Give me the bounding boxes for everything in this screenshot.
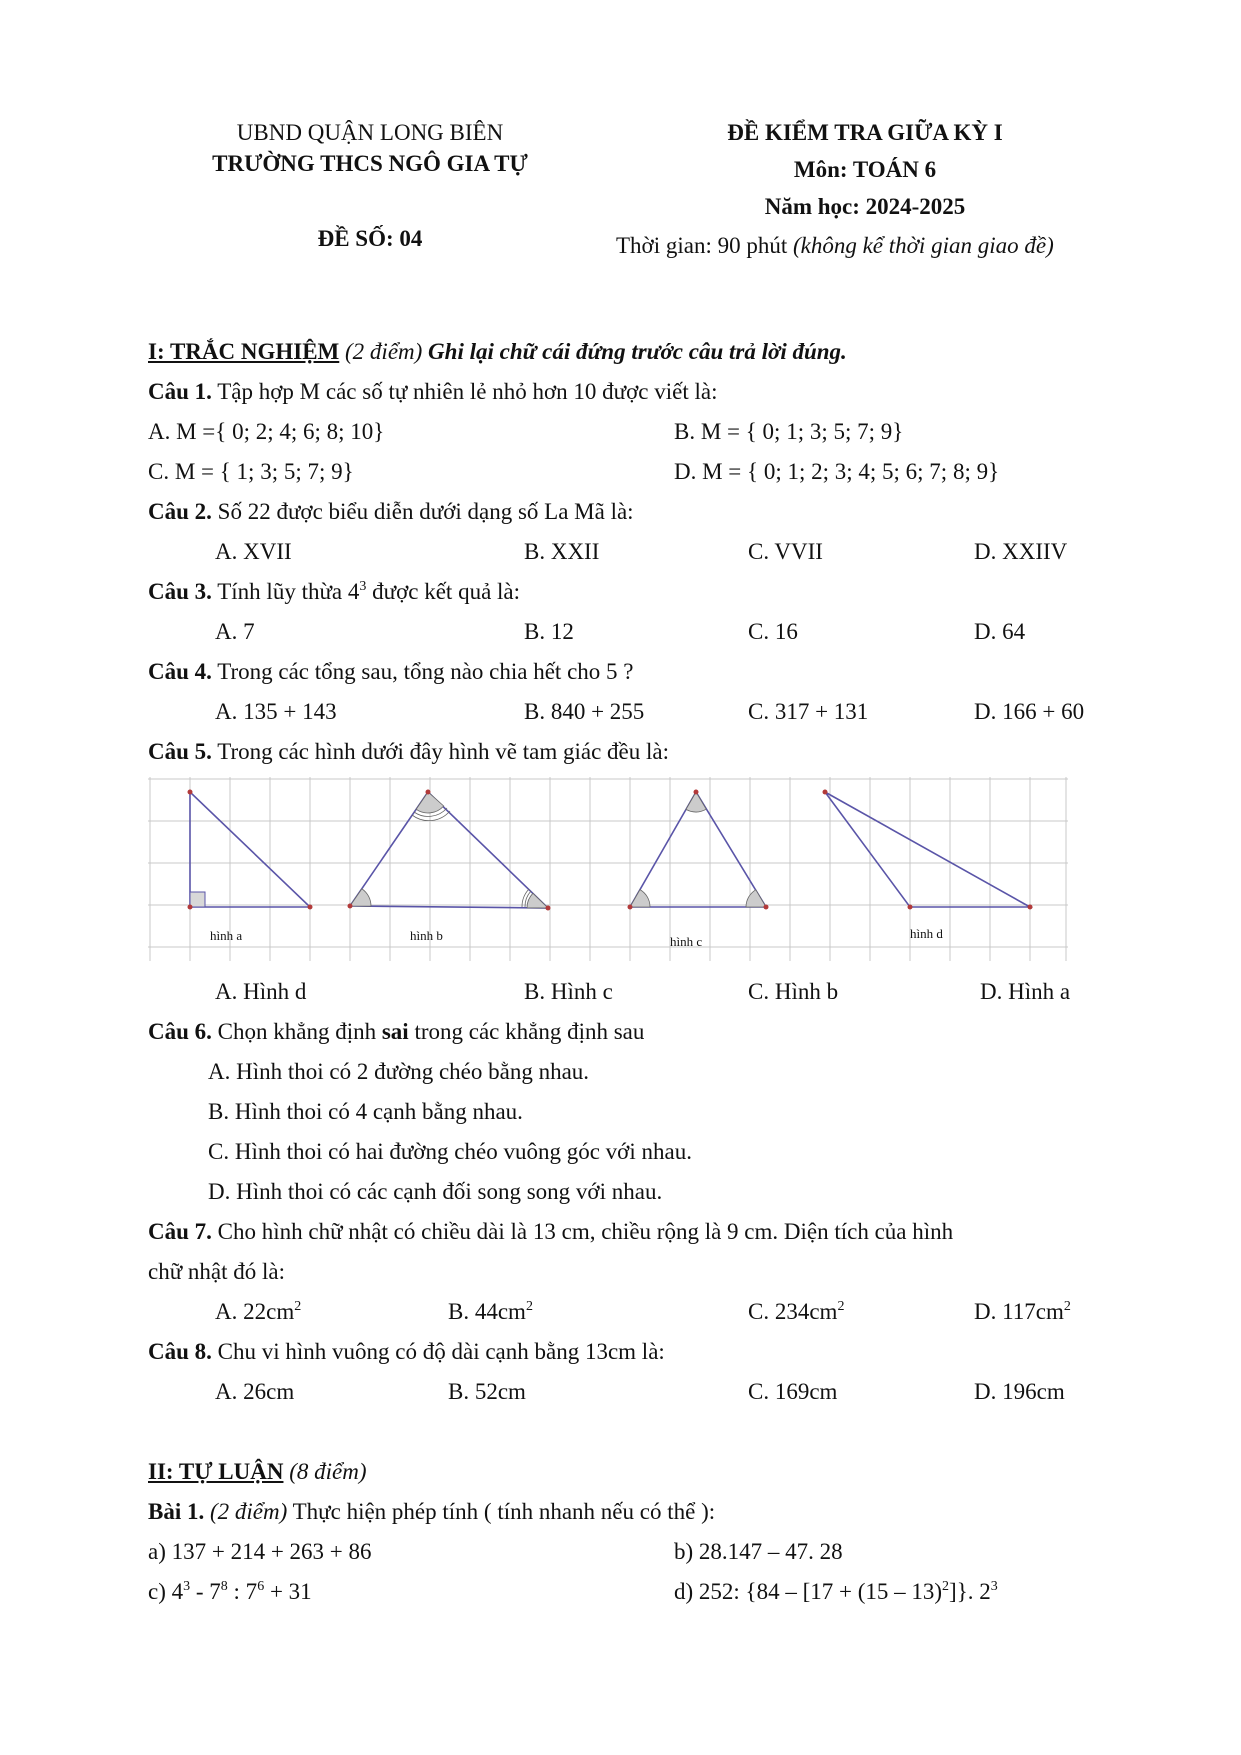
part1-points: (2 điểm) [339,339,429,364]
triangle-c-angles [630,792,766,907]
bai1-c-part2: - 7 [190,1579,221,1604]
q7-label: Câu 7. [148,1219,212,1244]
q4-text: Trong các tổng sau, tổng nào chia hết cho 5 ? [211,659,634,684]
part2-heading-line [148,1458,367,1486]
q3-option-d: D. 64 [974,619,1026,644]
q6-text-before: Chọn khẳng định [211,1019,382,1044]
q6-bold-word: sai [381,1019,409,1044]
q1-label: Câu 1. [148,379,212,404]
q6-stem [148,1018,644,1046]
q7-option-a [215,1298,301,1326]
q3-stem [148,578,520,606]
q1-option-a: A. M ={ 0; 2; 4; 6; 8; 10} [148,419,385,444]
q2-label: Câu 2. [148,499,212,524]
q7-stem [148,1218,953,1246]
exam-time [616,232,1054,260]
q6-option-a: A. Hình thoi có 2 đường chéo bằng nhau. [208,1059,590,1084]
bai1-c-exp2: 8 [220,1579,228,1594]
q7-option-b [448,1298,533,1326]
bai1-d-exp2: 3 [990,1579,998,1594]
q6-option-d: D. Hình thoi có các cạnh đối song song với nhau. [208,1179,663,1204]
exam-year: Năm học: 2024-2025 [764,194,966,219]
q1-text: Tập hợp M các số tự nhiên lẻ nhỏ hơn 10 được viết là: [211,379,718,404]
q4-stem [148,658,634,686]
triangle-b-angles [350,792,548,908]
triangle-a [190,792,310,907]
bai1-d-part2: ]}. 2 [949,1579,991,1604]
figure-label-d: hình d [910,926,943,941]
q8-option-c: C. 169cm [748,1379,838,1404]
q3-option-a: A. 7 [215,619,255,644]
q1-option-d: D. M = { 0; 1; 2; 3; 4; 5; 6; 7; 8; 9} [674,459,1000,484]
q6-text-after: trong các khẳng định sau [408,1019,645,1044]
exam-subject: Môn: TOÁN 6 [793,157,937,182]
q7-option-c [748,1298,844,1326]
q3-label: Câu 3. [148,579,212,604]
triangle-b [350,792,548,908]
q3-option-b: B. 12 [524,619,574,644]
bai1-c-part1: c) 4 [148,1579,184,1604]
q3-text-before: Tính lũy thừa 4 [211,579,360,604]
q4-option-b: B. 840 + 255 [524,699,645,724]
triangle-b-vertices [348,790,551,911]
bai1-stem [148,1498,715,1526]
figure-label-b: hình b [410,928,443,943]
q8-stem [148,1338,665,1366]
q8-option-a: A. 26cm [215,1379,295,1404]
header-school: TRƯỜNG THCS NGÔ GIA TỰ [212,151,528,176]
q7-text-line1: Cho hình chữ nhật có chiều dài là 13 cm, chiều rộng là 9 cm. Diện tích của hình [211,1219,954,1244]
bai1-c-part4: + 31 [264,1579,312,1604]
q2-option-c: C. VVII [748,539,823,564]
q7-option-d-exp: 2 [1063,1299,1071,1314]
exam-time-note: (không kể thời gian giao đề) [792,233,1054,258]
bai1-points: (2 điểm) [204,1499,288,1524]
q1-option-c: C. M = { 1; 3; 5; 7; 9} [148,459,354,484]
q8-text: Chu vi hình vuông có độ dài cạnh bằng 13cm là: [211,1339,665,1364]
header-district: UBND QUẬN LONG BIÊN [236,120,504,145]
q3-exponent: 3 [359,579,367,594]
q5-triangle-figure [148,777,1068,961]
q7-text-line2: chữ nhật đó là: [148,1259,286,1284]
exam-code: ĐỀ SỐ: 04 [317,226,423,251]
bai1-part-c [148,1578,312,1606]
bai1-part-a: a) 137 + 214 + 263 + 86 [148,1539,372,1564]
q2-option-b: B. XXII [524,539,600,564]
exam-title: ĐỀ KIỂM TRA GIỮA KỲ I [727,120,1003,145]
q6-label: Câu 6. [148,1019,212,1044]
q1-stem [148,378,717,406]
q4-option-c: C. 317 + 131 [748,699,869,724]
q4-option-a: A. 135 + 143 [215,699,337,724]
q5-option-d: D. Hình a [980,979,1071,1004]
q8-option-b: B. 52cm [448,1379,526,1404]
part2-points: (8 điểm) [283,1459,367,1484]
q7-option-a-exp: 2 [294,1299,302,1314]
q2-text: Số 22 được biểu diễn dưới dạng số La Mã là: [211,499,634,524]
bai1-text: Thực hiện phép tính ( tính nhanh nếu có thể ): [287,1499,716,1524]
bai1-part-d [674,1578,998,1606]
q4-option-d: D. 166 + 60 [974,699,1085,724]
part1-heading: I: TRẮC NGHIỆM [148,339,340,364]
q5-text: Trong các hình dưới đây hình vẽ tam giác đều là: [211,739,669,764]
q7-option-c-text: C. 234cm [748,1299,838,1324]
q7-option-a-text: A. 22cm [215,1299,295,1324]
q5-stem [148,738,669,766]
part1-instruction: Ghi lại chữ cái đứng trước câu trả lời đúng. [428,339,847,364]
q7-option-b-text: B. 44cm [448,1299,526,1324]
exam-time-main: Thời gian: 90 phút [616,233,793,258]
q3-option-c: C. 16 [748,619,798,644]
q7-option-c-exp: 2 [837,1299,845,1314]
q1-option-b: B. M = { 0; 1; 3; 5; 7; 9} [674,419,904,444]
q4-label: Câu 4. [148,659,212,684]
q7-option-d-text: D. 117cm [974,1299,1064,1324]
q6-option-c: C. Hình thoi có hai đường chéo vuông góc với nhau. [208,1139,692,1164]
figure-label-a: hình a [210,928,243,943]
bai1-c-exp3: 6 [257,1579,265,1594]
q5-option-b: B. Hình c [524,979,613,1004]
q5-label: Câu 5. [148,739,212,764]
q7-option-d [974,1298,1071,1326]
bai1-d-exp1: 2 [942,1579,950,1594]
q8-label: Câu 8. [148,1339,212,1364]
triangle-d [825,792,1030,907]
q2-option-a: A. XVII [215,539,292,564]
q8-option-d: D. 196cm [974,1379,1065,1404]
q5-option-c: C. Hình b [748,979,839,1004]
q5-option-a: A. Hình d [215,979,307,1004]
q2-stem [148,498,634,526]
part1-heading-line [148,338,847,366]
part2-heading: II: TỰ LUẬN [148,1459,284,1484]
q3-text-after: được kết quả là: [366,579,521,604]
bai1-d-part1: d) 252: {84 – [17 + (15 – 13) [674,1579,943,1604]
bai1-label: Bài 1. [148,1499,205,1524]
figure-label-c: hình c [670,934,703,949]
bai1-part-b: b) 28.147 – 47. 28 [674,1539,843,1564]
bai1-c-part3: : 7 [227,1579,258,1604]
bai1-c-exp1: 3 [183,1579,191,1594]
q7-option-b-exp: 2 [525,1299,533,1314]
q2-option-d: D. XXIIV [974,539,1068,564]
q6-option-b: B. Hình thoi có 4 cạnh bằng nhau. [208,1099,523,1124]
